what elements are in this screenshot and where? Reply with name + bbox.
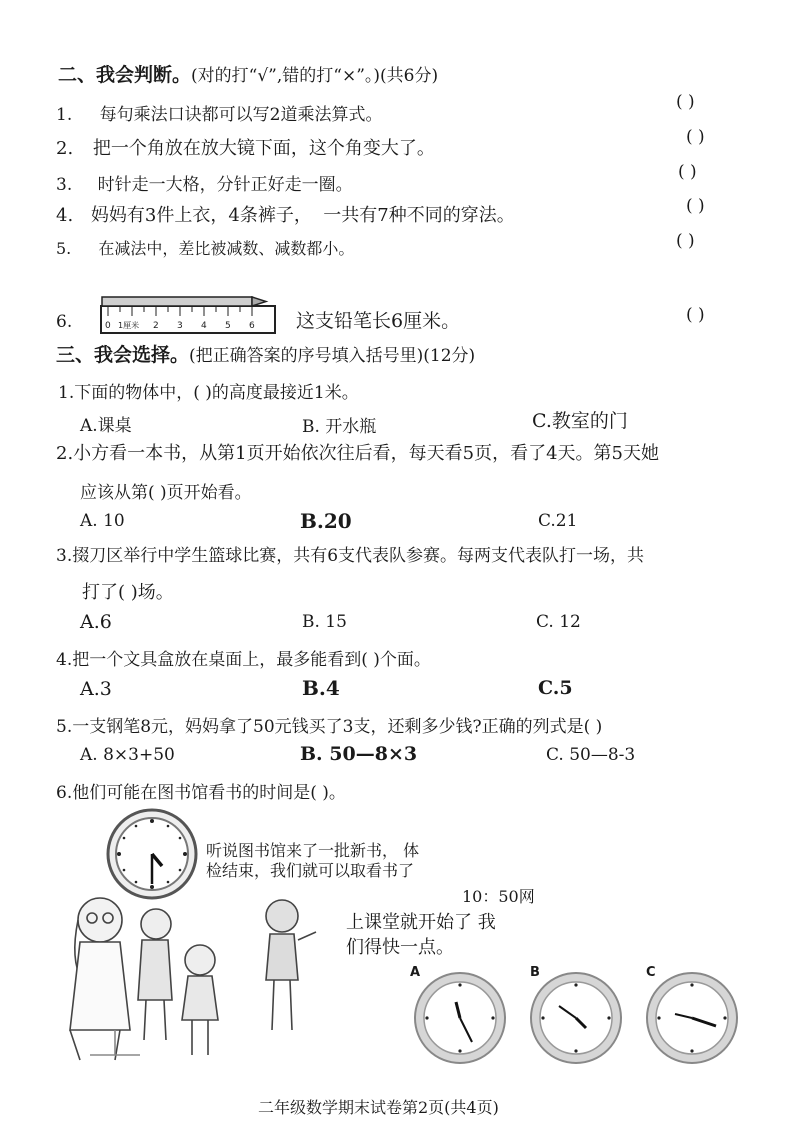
answer-paren-5[interactable]: ( ) bbox=[676, 231, 695, 251]
q3-option-b[interactable]: B. 15 bbox=[302, 612, 347, 632]
clock-a-icon[interactable] bbox=[412, 970, 508, 1066]
item-text: 妈妈有3件上衣，4条裤子， 一共有7种不同的穿法。 bbox=[90, 205, 515, 226]
item-text: 把一个角放在放大镜下面，这个角变大了。 bbox=[92, 138, 435, 159]
clock-c-icon[interactable] bbox=[644, 970, 740, 1066]
item-text: 在减法中，差比被减数、减数都小。 bbox=[98, 239, 355, 258]
q3-stem-line2: 打了( )场。 bbox=[82, 582, 174, 603]
pencil-body bbox=[102, 297, 252, 306]
q2-option-c[interactable]: C.21 bbox=[538, 511, 578, 531]
q4-option-a[interactable]: A.3 bbox=[80, 678, 112, 700]
speech-line-2: 检结束，我们就可以取看书了 bbox=[206, 861, 415, 880]
clock-b-icon[interactable] bbox=[528, 970, 624, 1066]
q4-stem: 4.把一个文具盒放在桌面上，最多能看到( )个面。 bbox=[56, 650, 431, 670]
judge-item-4 bbox=[56, 201, 515, 227]
item-number: 1. bbox=[56, 105, 73, 125]
item-text: 时针走一大格，分针正好走一圈。 bbox=[97, 175, 353, 195]
q6-stem: 6.他们可能在图书馆看书的时间是( )。 bbox=[56, 783, 346, 803]
q2-stem-line2: 应该从第( )页开始看。 bbox=[80, 483, 252, 503]
section2-header bbox=[58, 60, 438, 87]
answer-paren-6[interactable]: ( ) bbox=[686, 305, 705, 325]
ruler-label: 3 bbox=[177, 321, 183, 331]
clock-label-c: C bbox=[646, 965, 656, 980]
ruler-label: 2 bbox=[153, 321, 159, 331]
item-number: 3. bbox=[56, 175, 73, 195]
clock-label-a: A bbox=[410, 965, 421, 980]
ruler-pencil-image bbox=[100, 294, 276, 334]
section3-title: 三、我会选择。 bbox=[56, 344, 190, 366]
time-text: 10：50网 bbox=[462, 887, 535, 906]
ruler-label: 6 bbox=[249, 321, 255, 331]
judge-item-3 bbox=[56, 170, 353, 195]
item-number: 2. bbox=[56, 138, 74, 159]
judge-item-2 bbox=[56, 134, 435, 160]
section3-note: (把正确答案的序号填入括号里)(12分) bbox=[189, 346, 476, 366]
pencil-tip bbox=[252, 297, 266, 306]
q5-option-a[interactable]: A. 8×3+50 bbox=[80, 745, 175, 765]
item-text: 每句乘法口诀都可以写2道乘法算式。 bbox=[99, 105, 383, 125]
doctor-and-children-illustration bbox=[60, 880, 340, 1070]
answer-paren-2[interactable]: ( ) bbox=[686, 127, 705, 147]
section3-header bbox=[56, 340, 475, 367]
answer-paren-1[interactable]: ( ) bbox=[676, 92, 695, 112]
answer-paren-4[interactable]: ( ) bbox=[686, 196, 705, 216]
q3-option-a[interactable]: A.6 bbox=[80, 611, 112, 633]
speech-line-4: 们得快一点。 bbox=[346, 937, 454, 958]
q2-option-b[interactable]: B.20 bbox=[300, 509, 352, 533]
page-footer: 二年级数学期末试卷第2页(共4页) bbox=[258, 1098, 499, 1117]
q3-option-c[interactable]: C. 12 bbox=[536, 612, 581, 632]
q1-option-b[interactable]: B. 开水瓶 bbox=[302, 417, 377, 437]
speech-line-1: 听说图书馆来了一批新书， 体 bbox=[206, 841, 420, 860]
ruler-label: 0 bbox=[105, 321, 111, 331]
ruler-label: 1厘米 bbox=[118, 321, 140, 330]
item-number: 5. bbox=[56, 239, 72, 258]
q5-option-b[interactable]: B. 50—8×3 bbox=[300, 743, 418, 765]
q2-stem-line1: 2.小方看一本书，从第1页开始依次往后看，每天看5页，看了4天。第5天她 bbox=[56, 443, 659, 464]
judge-item-6-number: 6. bbox=[56, 312, 73, 332]
q2-option-a[interactable]: A. 10 bbox=[80, 511, 125, 531]
speech-line-3: 上课堂就开始了 我 bbox=[346, 912, 496, 933]
ruler-label: 4 bbox=[201, 321, 207, 331]
q1-option-a[interactable]: A.课桌 bbox=[80, 416, 132, 436]
item-number: 4. bbox=[56, 205, 74, 226]
section2-note: (对的打“√”,错的打“×”。)(共6分) bbox=[191, 66, 439, 86]
q1-option-c[interactable]: C.教室的门 bbox=[532, 410, 628, 432]
q4-option-b[interactable]: B.4 bbox=[302, 676, 340, 700]
judge-item-6-text: 这支铅笔长6厘米。 bbox=[296, 310, 461, 332]
clock-label-b: B bbox=[530, 965, 540, 980]
judge-item-5 bbox=[56, 236, 354, 259]
q5-stem: 5.一支钢笔8元，妈妈拿了50元钱买了3支，还剩多少钱?正确的列式是( ) bbox=[56, 717, 603, 737]
answer-paren-3[interactable]: ( ) bbox=[678, 162, 697, 182]
section2-title: 二、我会判断。 bbox=[58, 64, 192, 86]
q3-stem-line1: 3.掇刀区举行中学生篮球比赛，共有6支代表队参赛。每两支代表队打一场，共 bbox=[56, 546, 645, 566]
q4-option-c[interactable]: C.5 bbox=[538, 677, 573, 699]
ruler-label: 5 bbox=[225, 321, 231, 331]
q5-option-c[interactable]: C. 50—8-3 bbox=[546, 745, 636, 765]
q1-stem: 1.下面的物体中，( )的高度最接近1米。 bbox=[58, 383, 359, 403]
judge-item-1 bbox=[56, 100, 382, 125]
